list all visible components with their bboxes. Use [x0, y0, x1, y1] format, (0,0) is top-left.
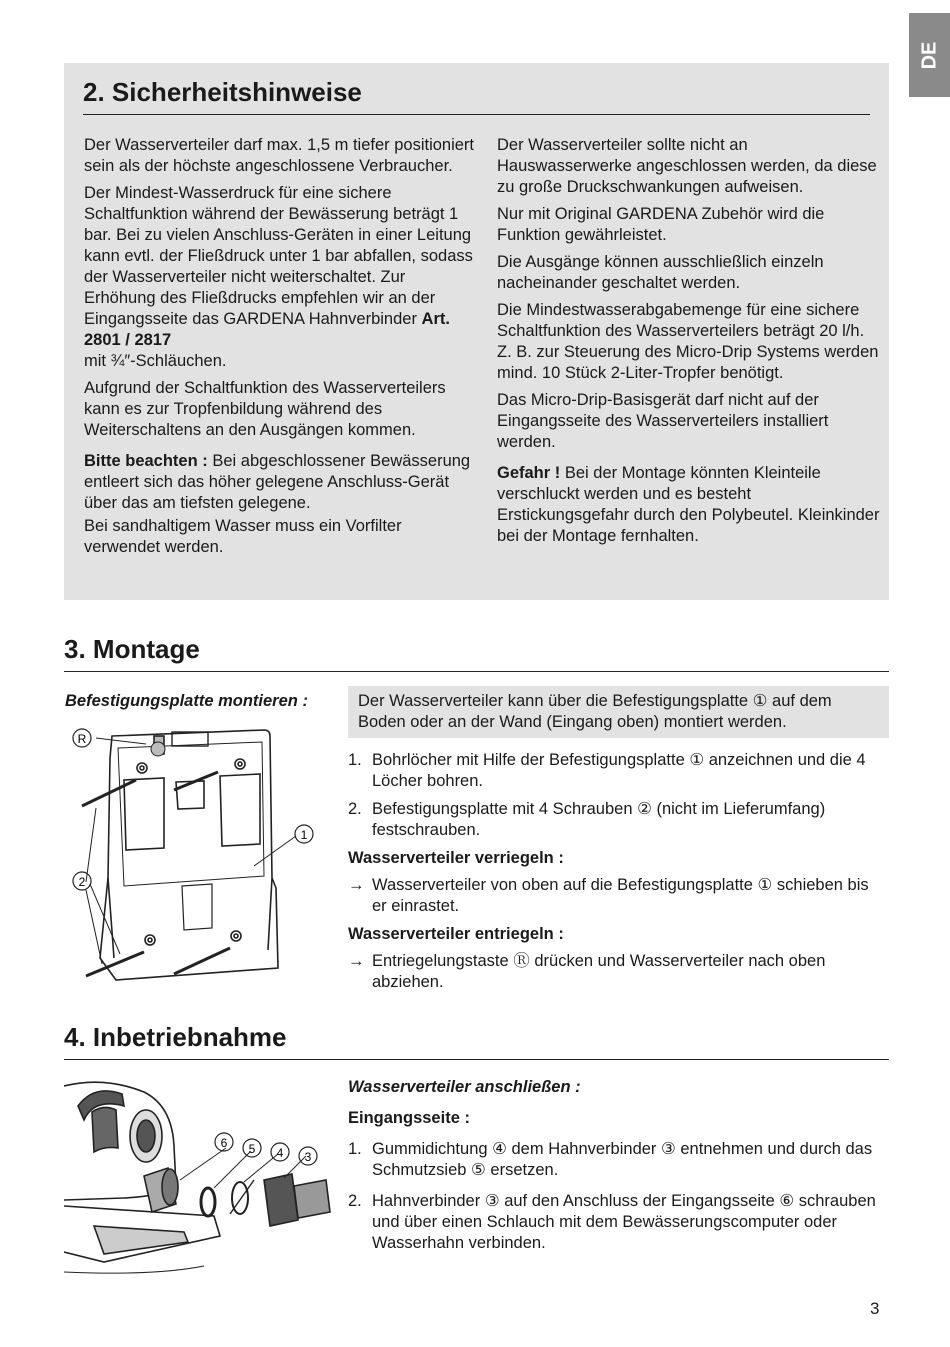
- safety-text: Der Wasserverteiler darf max. 1,5 m tiefer positioniert sein als der höchste angeschlossene Verbraucher.: [84, 136, 475, 175]
- safety-text: Bei sandhaltigem Wasser muss ein Vorfilter verwendet werden.: [84, 517, 402, 556]
- mounting-plate-subhead: Befestigungsplatte montieren :: [65, 692, 308, 710]
- section-2-rule: [83, 114, 870, 115]
- safety-text: Der Mindest-Wasserdruck für eine sichere Schaltfunktion während der Bewässerung beträgt 1 bar. Bei zu vielen Anschluss-Geräten in einer Leitung kann evtl. der Fließdruck unter 1 bar abfallen, sodass der Wasserverteiler nicht weiterschaltet. Zur Erhöhung des Fließdrucks empfehlen wir an der Eingangsseite das GARDENA Hahnverbinder Art. 2801 / 2817 mit ¾″-Schläuchen.: [84, 184, 473, 370]
- callout-6: 6: [220, 1136, 228, 1150]
- lock-subhead: Wasserverteiler verriegeln :: [348, 849, 564, 867]
- language-tab: [909, 13, 950, 97]
- callout-5: 5: [248, 1142, 256, 1156]
- safety-text: Das Micro-Drip-Basisgerät darf nicht auf der Eingangsseite des Wasserverteilers installiert werden.: [497, 391, 829, 451]
- callout-r: R: [77, 732, 87, 746]
- section-3-rule: [64, 671, 889, 672]
- mounting-plate-figure: [64, 718, 349, 998]
- callout-1: 1: [300, 828, 308, 842]
- list-item: 1. Bohrlöcher mit Hilfe der Befestigungsplatte ① anzeichnen und die 4 Löcher bohren.: [348, 751, 866, 790]
- unlock-subhead: Wasserverteiler entriegeln :: [348, 925, 564, 943]
- connection-figure: [64, 1076, 334, 1276]
- section-3-title: 3. Montage: [64, 634, 200, 664]
- page-number: 3: [870, 1299, 880, 1318]
- safety-text: Gefahr ! Bei der Montage könnten Kleinteile verschluckt werden und es besteht Erstickungsgefahr durch den Polybeutel. Kleinkinder bei der Montage fernhalten.: [497, 464, 880, 545]
- mounting-note-box: Der Wasserverteiler kann über die Befestigungsplatte ① auf dem Boden oder an der Wand (Eingang oben) montiert werden.: [348, 686, 889, 738]
- safety-text: Nur mit Original GARDENA Zubehör wird die Funktion gewährleistet.: [497, 205, 825, 244]
- arrow-icon: →: [348, 952, 365, 970]
- callout-2: 2: [78, 875, 86, 889]
- list-item: → Entriegelungstaste Ⓡ drücken und Wasserverteiler nach oben abziehen.: [348, 952, 826, 991]
- section-4-rule: [64, 1059, 889, 1060]
- section-4-title: 4. Inbetriebnahme: [64, 1022, 287, 1052]
- list-item: 2. Hahnverbinder ③ auf den Anschluss der Eingangsseite ⑥ schrauben und über einen Schlauch mit dem Bewässerungscomputer oder Wasserhahn verbinden.: [348, 1192, 876, 1252]
- language-label: DE: [917, 41, 940, 69]
- safety-left-column: [84, 135, 474, 564]
- mounting-steps: [348, 750, 878, 1000]
- list-item: 2. Befestigungsplatte mit 4 Schrauben ② (nicht im Lieferumfang) festschrauben.: [348, 800, 826, 839]
- safety-text: Aufgrund der Schaltfunktion des Wasserverteilers kann es zur Tropfenbildung während des Weiterschaltens an den Ausgängen kommen.: [84, 379, 446, 439]
- list-item: → Wasserverteiler von oben auf die Befestigungsplatte ① schieben bis er einrastet.: [348, 876, 869, 915]
- inlet-side-subhead: Eingangsseite :: [348, 1109, 470, 1127]
- safety-text: Die Ausgänge können ausschließlich einzeln nacheinander geschaltet werden.: [497, 253, 824, 292]
- connection-subhead: Wasserverteiler anschließen :: [348, 1078, 581, 1096]
- safety-right-column: [497, 135, 882, 553]
- arrow-icon: →: [348, 876, 365, 894]
- safety-text: Der Wasserverteiler sollte nicht an Hauswasserwerke angeschlossen werden, da diese zu große Druckschwankungen aufweisen.: [497, 136, 877, 196]
- plate-outline: [100, 730, 278, 980]
- callout-3: 3: [304, 1150, 312, 1164]
- list-item: 1. Gummidichtung ④ dem Hahnverbinder ③ entnehmen und durch das Schmutzsieb ⑤ ersetzen.: [348, 1140, 873, 1179]
- safety-text: Die Mindestwasserabgabemenge für eine sichere Schaltfunktion des Wasserverteilers beträgt 20 l/h. Z. B. zur Steuerung des Micro-Drip Systems werden mind. 10 Stück 2-Liter-Tropfer benötigt.: [497, 301, 879, 382]
- callout-4: 4: [276, 1146, 284, 1160]
- safety-text: Bitte beachten : Bei abgeschlossener Bewässerung entleert sich das höher gelegene Anschluss-Gerät über das am tiefsten gelegene.: [84, 452, 471, 512]
- section-2-title: 2. Sicherheitshinweise: [83, 77, 362, 107]
- connection-instructions: [348, 1077, 878, 1261]
